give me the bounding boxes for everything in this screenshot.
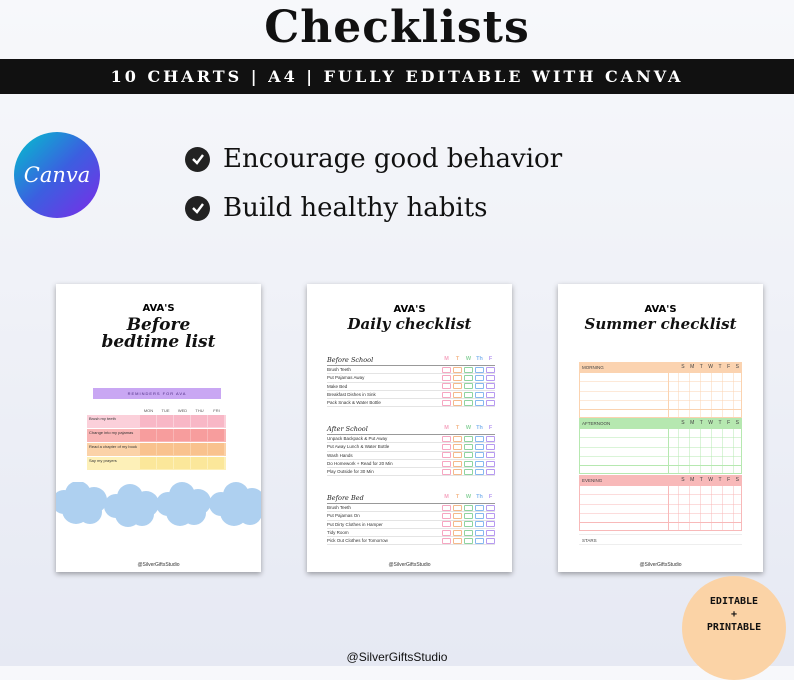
checklist-row <box>327 512 495 520</box>
day-label: S <box>681 477 685 483</box>
checklist-row <box>327 399 495 407</box>
check-cells <box>140 415 224 428</box>
day-label: Th <box>476 356 483 362</box>
checkbox <box>464 461 473 467</box>
time-block <box>579 418 742 474</box>
checkbox <box>453 505 462 511</box>
checkbox <box>453 436 462 442</box>
time-block <box>579 475 742 531</box>
day-label: T <box>699 420 703 426</box>
feature-item <box>185 193 487 223</box>
checklist-row <box>327 435 495 443</box>
task-label: Put Pajamas On <box>327 513 360 519</box>
checkbox <box>453 444 462 450</box>
day-label: T <box>455 494 460 500</box>
chore-label: Change into my pajamas <box>89 430 134 435</box>
day-label: F <box>488 425 493 431</box>
checkbox <box>442 444 451 450</box>
checklist-row <box>327 391 495 399</box>
task-label: Make Bed <box>327 383 348 389</box>
chore-row <box>87 443 226 456</box>
check-cells <box>140 457 224 470</box>
day-label: FRI <box>213 408 220 413</box>
task-label: Brush Teeth <box>327 505 351 511</box>
checkmark-icon <box>185 147 210 172</box>
task-label: Put Away Lunch & Water Bottle <box>327 444 390 450</box>
checklist-row <box>327 537 495 545</box>
check-grid <box>579 372 742 418</box>
checkbox <box>486 521 495 527</box>
day-label: W <box>465 425 472 431</box>
day-label: S <box>681 420 685 426</box>
day-label: Th <box>476 425 483 431</box>
sheet-name: AVA'S <box>393 304 426 315</box>
editable-printable-badge <box>682 576 786 680</box>
day-headers <box>140 408 225 413</box>
feature-text: Build healthy habits <box>223 193 488 223</box>
chore-label: Brush my teeth <box>89 416 116 421</box>
checkbox <box>464 392 473 398</box>
checklist-row <box>327 443 495 451</box>
preview-daily-checklist <box>307 284 512 572</box>
checklist-row <box>327 366 495 374</box>
checkbox <box>453 375 462 381</box>
task-label: Do Homework + Read for 20 Min <box>327 461 393 467</box>
checklist-section <box>327 494 495 545</box>
day-label: M <box>444 356 449 362</box>
badge-line: EDITABLE <box>709 596 759 607</box>
checkbox <box>475 400 484 406</box>
sheet-footer: @SilverGiftsStudio <box>639 562 682 568</box>
day-label: TUE <box>161 408 170 413</box>
feature-item <box>185 144 562 174</box>
sheet-heading: Summer checklist <box>584 315 737 333</box>
day-label: S <box>735 477 739 483</box>
sheet-footer: @SilverGiftsStudio <box>137 562 180 568</box>
checkbox <box>486 461 495 467</box>
day-label: M <box>444 494 449 500</box>
day-label: T <box>699 364 703 370</box>
check-cells <box>140 429 224 442</box>
day-label: WED <box>177 408 188 413</box>
checkbox <box>453 521 462 527</box>
checklist-row <box>327 460 495 468</box>
checkbox <box>453 452 462 458</box>
section-title: Before Bed <box>327 494 364 502</box>
day-label: W <box>465 494 472 500</box>
checkbox <box>442 452 451 458</box>
checkbox <box>475 383 484 389</box>
day-label: F <box>727 364 731 370</box>
checkbox <box>475 367 484 373</box>
checkbox <box>475 436 484 442</box>
reminders-banner: REMINDERS FOR AVA <box>93 388 221 399</box>
checkbox <box>486 513 495 519</box>
time-block <box>579 362 742 418</box>
day-label: M <box>690 420 695 426</box>
day-label: THU <box>195 408 204 413</box>
day-label: T <box>718 477 722 483</box>
checkbox <box>464 505 473 511</box>
task-label: Pack Snack & Water Bottle <box>327 400 381 406</box>
checkbox <box>464 452 473 458</box>
check-grid <box>579 428 742 474</box>
checkbox <box>464 469 473 475</box>
day-label: S <box>735 364 739 370</box>
canva-logo-text: Canva <box>23 163 91 187</box>
canva-logo <box>14 132 100 218</box>
day-label: T <box>718 364 722 370</box>
checkbox <box>464 513 473 519</box>
checkbox <box>442 367 451 373</box>
checkbox <box>486 367 495 373</box>
feature-banner: 10 CHARTS | A4 | FULLY EDITABLE WITH CANVA <box>0 59 794 94</box>
block-label: MORNING <box>582 364 604 370</box>
sheet-heading: Daily checklist <box>347 315 472 333</box>
day-label: F <box>488 494 493 500</box>
checkbox <box>453 367 462 373</box>
checkmark-icon <box>185 196 210 221</box>
checkbox <box>442 375 451 381</box>
checkbox <box>486 505 495 511</box>
checkbox <box>475 521 484 527</box>
checkbox <box>453 469 462 475</box>
checkbox <box>464 538 473 544</box>
day-label: MON <box>143 408 154 413</box>
day-label: W <box>708 477 714 483</box>
day-label: S <box>681 364 685 370</box>
checklist-row <box>327 521 495 529</box>
block-label: AFTERNOON <box>582 420 611 426</box>
heading-line: Before <box>126 315 191 335</box>
checkbox <box>442 513 451 519</box>
task-label: Pick Out Clothes for Tomorrow <box>327 538 388 544</box>
task-label: Play Outside for 30 Min <box>327 469 374 475</box>
task-label: Put Dirty Clothes in Hamper <box>327 521 383 527</box>
checkbox <box>475 392 484 398</box>
checklist-row <box>327 374 495 382</box>
checkbox <box>475 505 484 511</box>
checkbox <box>442 383 451 389</box>
clouds-decoration <box>56 482 261 532</box>
checkbox <box>464 367 473 373</box>
checkbox <box>486 392 495 398</box>
checklist-section <box>327 356 495 407</box>
day-label: F <box>727 420 731 426</box>
sheet-name: AVA'S <box>142 303 175 314</box>
page-title: Checklists <box>264 2 530 53</box>
check-cells <box>140 443 224 456</box>
task-label: Breakfast Dishes in Sink <box>327 392 376 398</box>
checkbox <box>442 530 451 536</box>
checkbox <box>464 521 473 527</box>
checkbox <box>486 530 495 536</box>
checkbox <box>486 375 495 381</box>
heading-line: bedtime list <box>101 332 216 352</box>
checkbox <box>486 400 495 406</box>
sheet-heading <box>56 317 261 351</box>
checkbox <box>442 461 451 467</box>
day-label: W <box>708 420 714 426</box>
task-label: Unpack Backpack & Put Away <box>327 436 388 442</box>
checkbox <box>442 505 451 511</box>
checkbox <box>464 375 473 381</box>
section-title: After School <box>327 425 368 433</box>
checkbox <box>442 392 451 398</box>
badge-line: PRINTABLE <box>706 622 762 633</box>
checkbox <box>464 530 473 536</box>
checkbox <box>453 538 462 544</box>
checkbox <box>486 538 495 544</box>
checkbox <box>464 400 473 406</box>
day-label: M <box>690 364 695 370</box>
day-label: F <box>488 356 493 362</box>
task-label: Brush Teeth <box>327 367 351 373</box>
checkbox <box>486 383 495 389</box>
checkbox <box>453 461 462 467</box>
block-label: EVENING <box>582 477 603 483</box>
checkbox <box>475 452 484 458</box>
chore-row <box>87 429 226 442</box>
credit-text: @SilverGiftsStudio <box>346 650 448 664</box>
sheet-footer: @SilverGiftsStudio <box>388 562 431 568</box>
section-title: Before School <box>327 356 374 364</box>
checklist-row <box>327 468 495 476</box>
day-label: M <box>690 477 695 483</box>
checklist-row <box>327 529 495 537</box>
checklist-row <box>327 383 495 391</box>
checkbox <box>453 383 462 389</box>
chore-row <box>87 457 226 470</box>
checkbox <box>453 530 462 536</box>
day-label: T <box>455 425 460 431</box>
day-label: T <box>718 420 722 426</box>
checkbox <box>442 469 451 475</box>
day-label: Th <box>476 494 483 500</box>
checklist-section <box>327 425 495 476</box>
checkbox <box>464 383 473 389</box>
chore-row <box>87 415 226 428</box>
day-label: M <box>444 425 449 431</box>
day-label: T <box>699 477 703 483</box>
day-label: W <box>465 356 472 362</box>
task-label: Put Pajamas Away <box>327 375 365 381</box>
checkbox <box>475 513 484 519</box>
checkbox <box>486 469 495 475</box>
day-label: T <box>455 356 460 362</box>
feature-text: Encourage good behavior <box>223 144 563 174</box>
task-label: Tidy Room <box>327 530 349 536</box>
checklist-row <box>327 452 495 460</box>
day-label: S <box>735 420 739 426</box>
day-label: W <box>708 364 714 370</box>
checkbox <box>486 436 495 442</box>
checkbox <box>475 469 484 475</box>
checkbox <box>464 436 473 442</box>
checkbox <box>475 530 484 536</box>
sheet-name: AVA'S <box>644 304 677 315</box>
checkbox <box>442 400 451 406</box>
checkbox <box>486 444 495 450</box>
checkbox <box>475 538 484 544</box>
badge-line: + <box>730 609 738 620</box>
checkbox <box>453 392 462 398</box>
checkbox <box>442 538 451 544</box>
chore-label: Read a chapter of my book <box>89 444 138 449</box>
checkbox <box>475 375 484 381</box>
day-label: F <box>727 477 731 483</box>
checkbox <box>442 521 451 527</box>
preview-bedtime-list <box>56 284 261 572</box>
checkbox <box>475 444 484 450</box>
checklist-row <box>327 504 495 512</box>
checkbox <box>475 461 484 467</box>
checkbox <box>453 513 462 519</box>
chore-label: Say my prayers <box>89 458 117 463</box>
check-grid <box>579 485 742 531</box>
stars-row: STARS <box>579 534 742 545</box>
checkbox <box>464 444 473 450</box>
checkbox <box>453 400 462 406</box>
preview-summer-checklist <box>558 284 763 572</box>
checkbox <box>442 436 451 442</box>
checkbox <box>486 452 495 458</box>
task-label: Wash Hands <box>327 452 353 458</box>
